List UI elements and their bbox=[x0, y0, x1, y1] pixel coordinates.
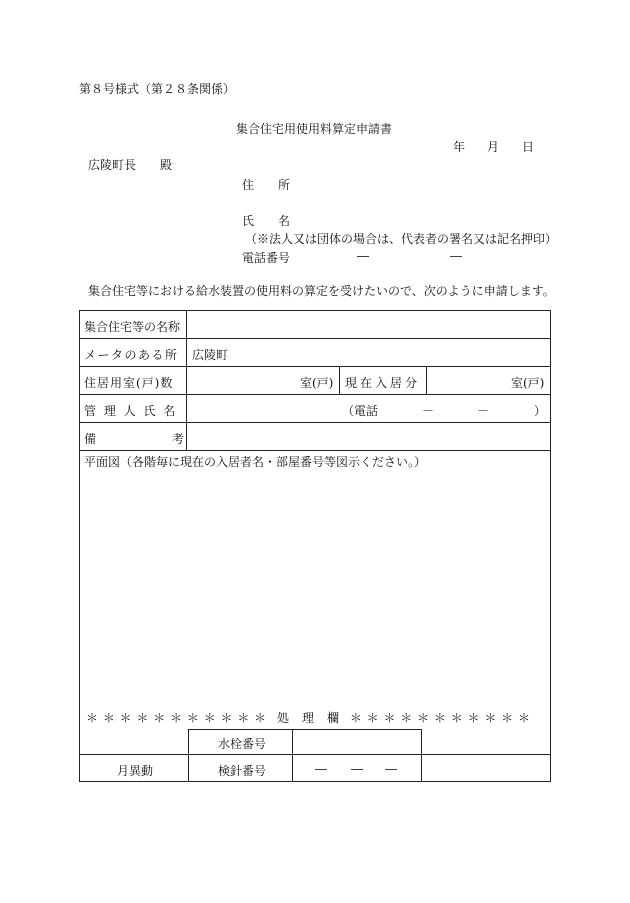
addressee-name: 広陵町長 bbox=[88, 158, 137, 172]
row-divider bbox=[80, 754, 550, 755]
row-divider bbox=[80, 422, 550, 423]
phone-dash: ― bbox=[357, 249, 369, 263]
occupancy-unit: 室(戸) bbox=[511, 376, 545, 390]
column-divider bbox=[339, 366, 340, 394]
residential-units-label: 住居用室(戸)数 bbox=[84, 376, 174, 390]
units-unit: 室(戸) bbox=[300, 376, 334, 390]
column-divider bbox=[421, 729, 422, 782]
column-divider bbox=[426, 366, 427, 394]
row-divider bbox=[80, 394, 550, 395]
row-divider bbox=[188, 729, 422, 730]
stars-right: ＊ ＊ ＊ ＊ ＊ ＊ ＊ ＊ ＊ ＊ ＊ bbox=[349, 711, 531, 725]
row-divider bbox=[80, 450, 550, 451]
meter-location-value: 広陵町 bbox=[192, 348, 229, 362]
processing-section-header bbox=[86, 709, 546, 726]
faucet-number-label: 水栓番号 bbox=[218, 737, 267, 751]
meter-location-label: メータのある所 bbox=[84, 348, 179, 362]
meter-dash: ― bbox=[315, 762, 327, 776]
phone-label: 電話番号 bbox=[242, 251, 291, 265]
addressee-honorific: 殿 bbox=[160, 158, 173, 172]
manager-phone-close: ） bbox=[534, 404, 547, 418]
processing-label: 処 理 欄 bbox=[276, 711, 340, 725]
phone-dash: ― bbox=[450, 249, 462, 263]
building-name-label: 集合住宅等の名称 bbox=[84, 320, 181, 334]
column-divider bbox=[292, 729, 293, 782]
monthly-change-label: 月異動 bbox=[117, 764, 154, 778]
row-divider bbox=[80, 338, 550, 339]
row-divider bbox=[80, 366, 550, 367]
remarks-label-b: 考 bbox=[172, 432, 185, 446]
manager-phone-dash: － bbox=[422, 404, 435, 418]
form-number: 第８号様式（第２８条関係） bbox=[79, 82, 236, 96]
date-day-label: 日 bbox=[522, 140, 535, 154]
application-table bbox=[79, 310, 551, 782]
page-title: 集合住宅用使用料算定申請書 bbox=[236, 122, 393, 136]
meter-number-label: 検針番号 bbox=[218, 764, 267, 778]
date-month-label: 月 bbox=[487, 140, 500, 154]
floorplan-label: 平面図（各階毎に現在の入居者名・部屋番号等図示ください。） bbox=[84, 455, 427, 469]
current-occupancy-label: 現在入居分 bbox=[345, 376, 421, 390]
manager-phone-open: （電話 bbox=[342, 404, 379, 418]
manager-phone-dash: － bbox=[477, 404, 490, 418]
date-year-label: 年 bbox=[453, 140, 466, 154]
remarks-label-a: 備 bbox=[84, 432, 97, 446]
application-statement: 集合住宅等における給水装置の使用料の算定を受けたいので、次のように申請します。 bbox=[88, 284, 555, 298]
manager-name-label: 管 理 人 氏 名 bbox=[84, 404, 178, 418]
column-divider bbox=[186, 311, 187, 450]
meter-dash: ― bbox=[385, 762, 397, 776]
column-divider bbox=[188, 729, 189, 782]
name-label: 氏 名 bbox=[242, 214, 291, 228]
address-label: 住 所 bbox=[242, 178, 291, 192]
applicant-note: （※法人又は団体の場合は、代表者の署名又は記名押印） bbox=[245, 232, 558, 246]
stars-left: ＊ ＊ ＊ ＊ ＊ ＊ ＊ ＊ ＊ ＊ ＊ bbox=[86, 711, 267, 725]
meter-dash: ― bbox=[351, 762, 363, 776]
